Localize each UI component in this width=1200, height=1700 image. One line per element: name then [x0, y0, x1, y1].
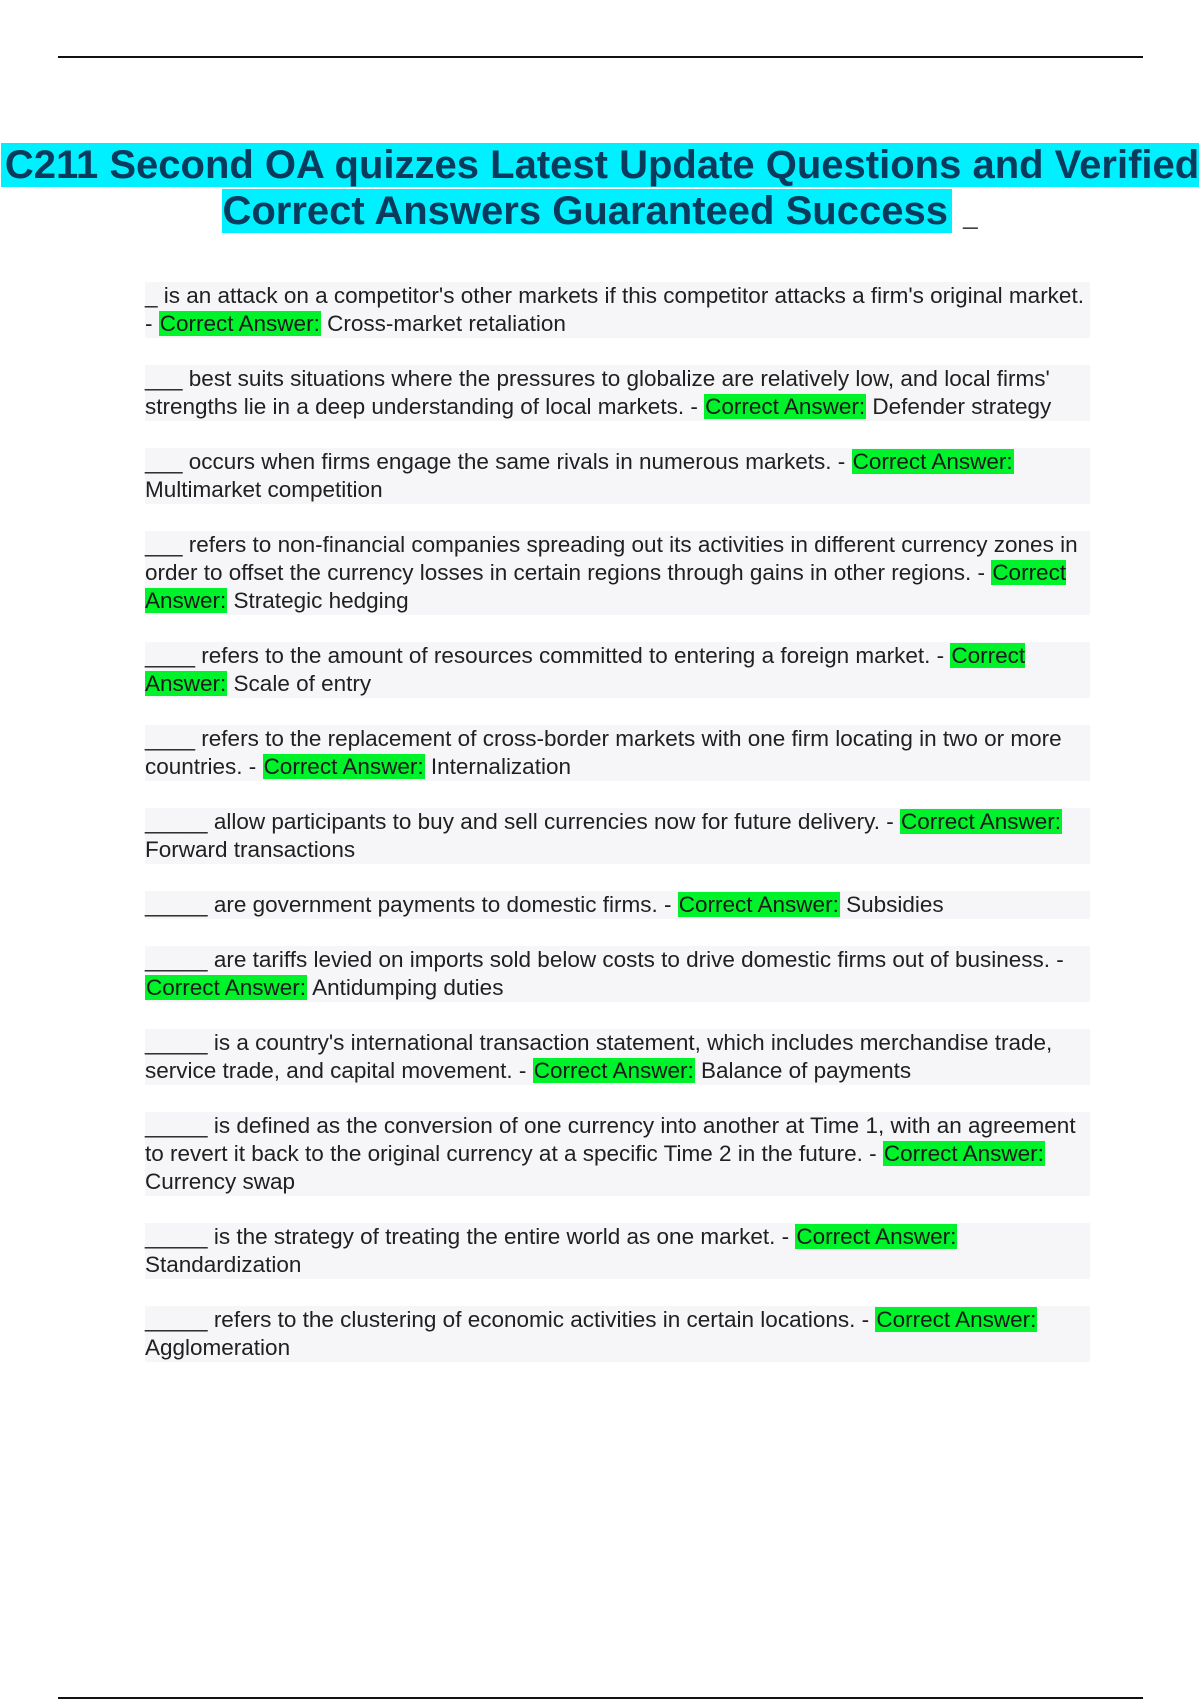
answer-text: Internalization	[430, 754, 571, 779]
answer-label: Correct Answer:	[159, 311, 320, 336]
question-text: ____ refers to the replacement of cross-border markets with one firm locating in two or more countries. -	[145, 726, 1062, 779]
answer-label: Correct Answer:	[705, 394, 866, 419]
top-rule	[58, 56, 1143, 58]
answer-text: Strategic hedging	[233, 588, 409, 613]
answer-label: Correct Answer:	[145, 560, 1067, 613]
answer-label: Correct Answer:	[852, 449, 1013, 474]
answer-label: Correct Answer:	[145, 643, 1026, 696]
qa-list	[145, 282, 1090, 1389]
answer-text: Defender strategy	[872, 394, 1052, 419]
question-text: _____ are tariffs levied on imports sold below costs to drive domestic firms out of business. -	[145, 947, 1064, 972]
qa-item	[145, 282, 1090, 338]
question-text: _ is an attack on a competitor's other markets if this competitor attacks a firm's original market. -	[145, 283, 1084, 336]
answer-text: Balance of payments	[701, 1058, 912, 1083]
answer-label: Correct Answer:	[146, 975, 307, 1000]
answer-text: Standardization	[145, 1252, 302, 1277]
answer-label: Correct Answer:	[678, 892, 839, 917]
answer-label: Correct Answer:	[876, 1307, 1037, 1332]
question-text: ___ occurs when firms engage the same rivals in numerous markets. -	[145, 449, 846, 474]
question-text: _____ refers to the clustering of economic activities in certain locations. -	[145, 1307, 870, 1332]
answer-text: Currency swap	[145, 1169, 296, 1194]
title-text: C211 Second OA quizzes Latest Update Questions and Verified Correct Answers Guaranteed Success	[1, 143, 1199, 233]
answer-text: Forward transactions	[145, 837, 356, 862]
question-text: _____ is defined as the conversion of one currency into another at Time 1, with an agreement to revert it back to the original currency at a specific Time 2 in the future. -	[145, 1113, 1076, 1166]
answer-text: Cross-market retaliation	[327, 311, 566, 336]
qa-item	[145, 946, 1090, 1002]
qa-item	[145, 808, 1090, 864]
answer-text: Scale of entry	[233, 671, 372, 696]
answer-label: Correct Answer:	[883, 1141, 1044, 1166]
qa-item	[145, 448, 1090, 504]
qa-item	[145, 531, 1090, 615]
question-text: _____ allow participants to buy and sell currencies now for future delivery. -	[145, 809, 894, 834]
question-text: ____ refers to the amount of resources committed to entering a foreign market. -	[145, 643, 945, 668]
answer-text: Subsidies	[846, 892, 944, 917]
question-text: _____ is a country's international transaction statement, which includes merchandise trade, service trade, and capital movement. -	[145, 1030, 1053, 1083]
answer-label: Correct Answer:	[263, 754, 424, 779]
answer-label: Correct Answer:	[796, 1224, 957, 1249]
bottom-rule	[58, 1697, 1143, 1699]
answer-text: Agglomeration	[145, 1335, 291, 1360]
document-title	[0, 142, 1200, 238]
qa-item	[145, 1306, 1090, 1362]
question-text: _____ is the strategy of treating the entire world as one market. -	[145, 1224, 790, 1249]
question-text: _____ are government payments to domestic firms. -	[145, 892, 672, 917]
qa-item	[145, 642, 1090, 698]
qa-item	[145, 1112, 1090, 1196]
qa-item	[145, 1223, 1090, 1279]
answer-label: Correct Answer:	[533, 1058, 694, 1083]
answer-text: Multimarket competition	[145, 477, 383, 502]
question-text: ___ refers to non-financial companies spreading out its activities in different currency zones in order to offset the currency losses in certain regions through gains in other regions. -	[145, 532, 1078, 585]
title-tail: _	[963, 200, 978, 230]
qa-item	[145, 725, 1090, 781]
qa-item	[145, 1029, 1090, 1085]
qa-item	[145, 891, 1090, 919]
qa-item	[145, 365, 1090, 421]
answer-label: Correct Answer:	[900, 809, 1062, 834]
question-text: ___ best suits situations where the pressures to globalize are relatively low, and local firms' strengths lie in a deep understanding of local markets. -	[145, 366, 1050, 419]
answer-text: Antidumping duties	[312, 975, 504, 1000]
